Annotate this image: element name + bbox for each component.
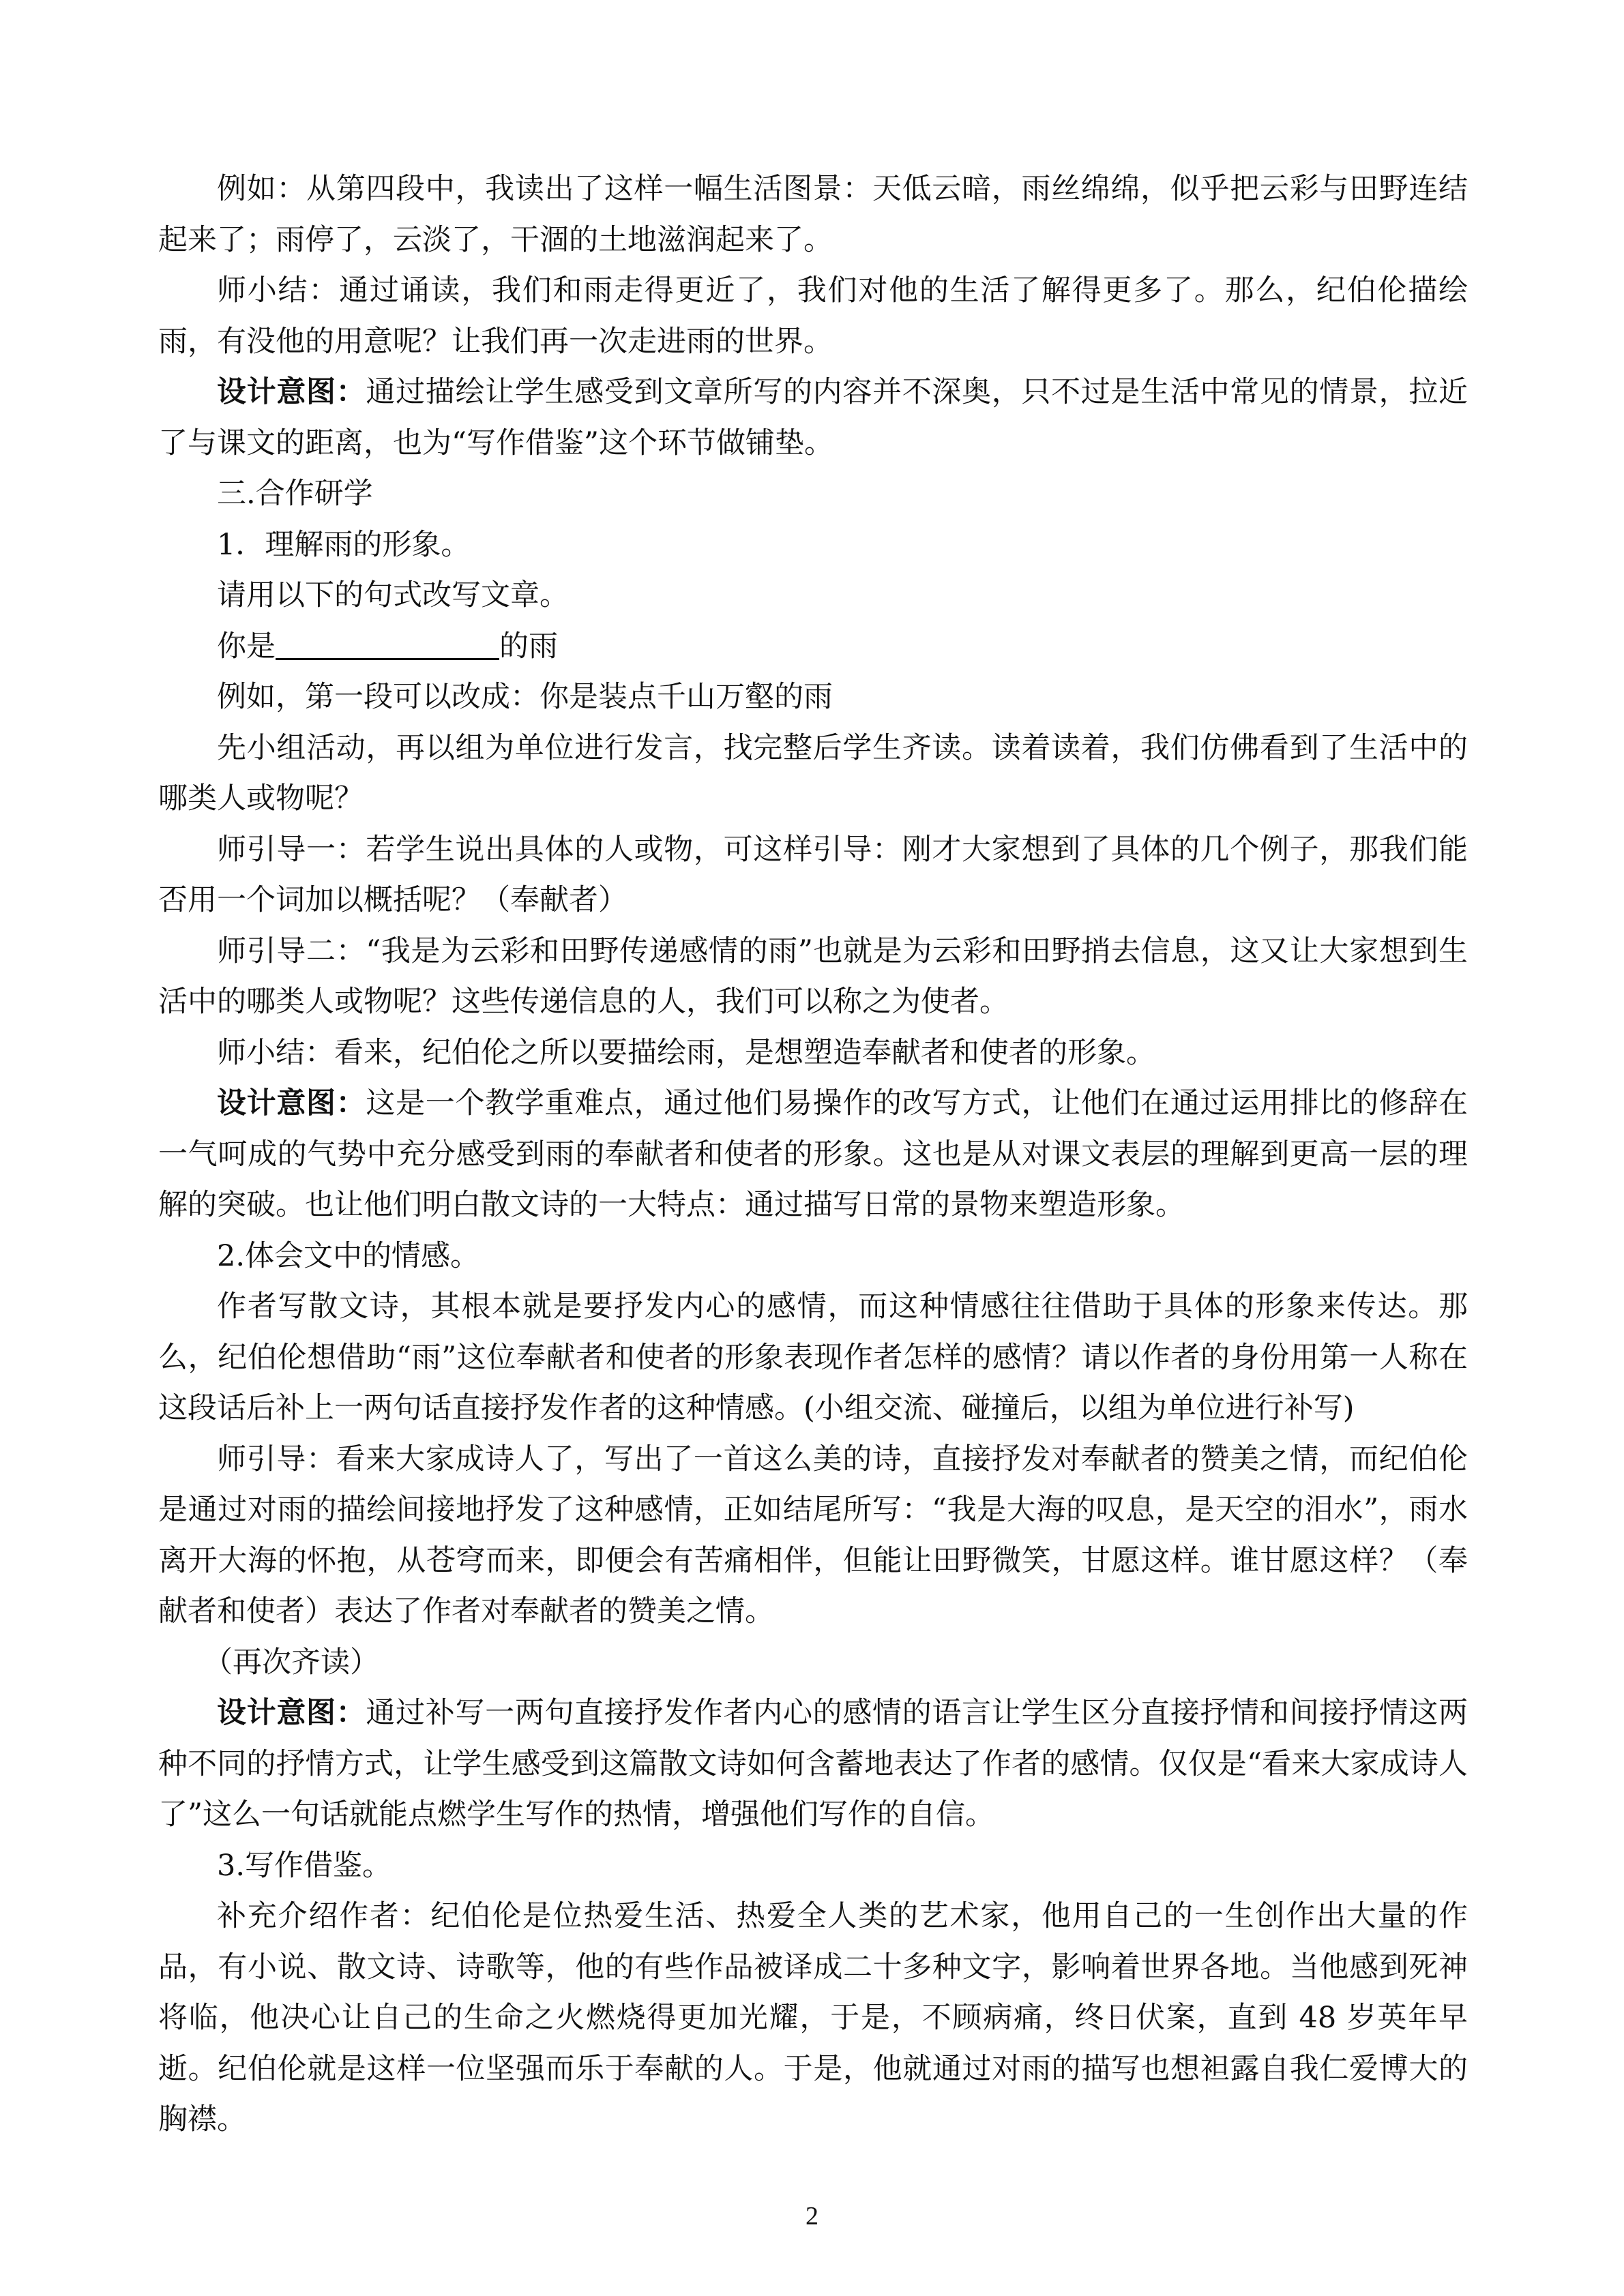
design-intent-text: 通过描绘让学生感受到文章所写的内容并不深奥，只不过是生活中常见的情景，拉近了与课文的距离，也为“写作借鉴”这个环节做铺垫。 bbox=[158, 375, 1468, 460]
design-intent-text: 通过补写一两句直接抒发作者内心的感情的语言让学生区分直接抒情和间接抒情这两种不同的抒情方式，让学生感受到这篇散文诗如何含蓄地表达了作者的感情。仅仅是“看来大家成诗人了”这么一句话就能点燃学生写作的热情，增强他们写作的自信。 bbox=[158, 1696, 1468, 1832]
section-heading-cooperative-study: 三.合作研学 bbox=[217, 477, 373, 511]
paragraph-teacher-guide-1: 师引导一：若学生说出具体的人或物，可这样引导：刚才大家想到了具体的几个例子，那我们能否用一个词加以概括呢？（奉献者） bbox=[158, 832, 1468, 917]
paragraph-author-prose-poem: 作者写散文诗，其根本就是要抒发内心的感情，而这种情感往往借助于具体的形象来传达。那么，纪伯伦想借助“雨”这位奉献者和使者的形象表现作者怎样的感情？请以作者的身份用第一人称在这段话后补上一两句话直接抒发作者的这种情感。(小组交流、碰撞后，以组为单位进行补写) bbox=[158, 1289, 1468, 1425]
fill-in-blank-line bbox=[276, 627, 499, 660]
design-intent-text: 这是一个教学重难点，通过他们易操作的改写方式，让他们在通过运用排比的修辞在一气呵成的气势中充分感受到雨的奉献者和使者的形象。这也是从对课文表层的理解到更高一层的理解的突破。也让他们明白散文诗的一大特点：通过描写日常的景物来塑造形象。 bbox=[158, 1086, 1468, 1222]
paragraph-teacher-summary-1: 师小结：通过诵读，我们和雨走得更近了，我们对他的生活了解得更多了。那么，纪伯伦描绘雨，有没他的用意呢？让我们再一次走进雨的世界。 bbox=[158, 273, 1468, 359]
template-prefix: 你是 bbox=[217, 629, 276, 664]
page-number: 2 bbox=[806, 2202, 818, 2231]
design-intent-label: 设计意图： bbox=[217, 375, 366, 409]
paragraph-author-introduction: 补充介绍作者：纪伯伦是位热爱生活、热爱全人类的艺术家，他用自己的一生创作出大量的作品，有小说、散文诗、诗歌等，他的有些作品被译成二十多种文字，影响着世界各地。当他感到死神将临，他决心让自己的生命之火燃烧得更加光耀，于是，不顾病痛，终日伏案，直到 48 岁英年早逝。纪伯伦就是这样一位坚强而乐于奉献的人。于是，他就通过对雨的描写也想袒露自我仁爱博大的胸襟。 bbox=[158, 1899, 1468, 2136]
paragraph-read-again: （再次齐读） bbox=[203, 1645, 379, 1680]
design-intent-label: 设计意图： bbox=[217, 1086, 366, 1120]
paragraph-design-intent-1 bbox=[158, 367, 1468, 468]
subheading-understand-rain-image: 1．理解雨的形象。 bbox=[217, 527, 471, 562]
document-body bbox=[158, 164, 1468, 2145]
template-suffix: 的雨 bbox=[499, 629, 558, 664]
paragraph-teacher-guide-3: 师引导：看来大家成诗人了，写出了一首这么美的诗，直接抒发对奉献者的赞美之情，而纪伯伦是通过对雨的描绘间接地抒发了这种感情，正如结尾所写：“我是大海的叹息，是天空的泪水”，雨水离开大海的怀抱，从苍穹而来，即便会有苦痛相伴，但能让田野微笑，甘愿这样。谁甘愿这样？（奉献者和使者）表达了作者对奉献者的赞美之情。 bbox=[158, 1442, 1468, 1628]
paragraph-teacher-summary-2: 师小结：看来，纪伯伦之所以要描绘雨，是想塑造奉献者和使者的形象。 bbox=[217, 1035, 1155, 1070]
paragraph-design-intent-2 bbox=[158, 1078, 1468, 1231]
paragraph-example-first-section: 例如，第一段可以改成：你是装点千山万壑的雨 bbox=[217, 680, 833, 714]
paragraph-example-fourth-section: 例如：从第四段中，我读出了这样一幅生活图景：天低云暗，雨丝绵绵，似乎把云彩与田野连结起来了；雨停了，云淡了，干涸的土地滋润起来了。 bbox=[158, 172, 1468, 257]
subheading-experience-emotion: 2.体会文中的情感。 bbox=[217, 1238, 480, 1273]
design-intent-label: 设计意图： bbox=[217, 1696, 366, 1730]
subheading-writing-reference: 3.写作借鉴。 bbox=[217, 1848, 392, 1883]
paragraph-teacher-guide-2: 师引导二：“我是为云彩和田野传递感情的雨”也就是为云彩和田野捎去信息，这又让大家想到生活中的哪类人或物呢？这些传递信息的人，我们可以称之为使者。 bbox=[158, 934, 1468, 1019]
paragraph-group-activity: 先小组活动，再以组为单位进行发言，找完整后学生齐读。读着读着，我们仿佛看到了生活中的哪类人或物呢？ bbox=[158, 730, 1468, 816]
paragraph-design-intent-3 bbox=[158, 1688, 1468, 1840]
paragraph-rewrite-instruction: 请用以下的句式改写文章。 bbox=[217, 578, 569, 612]
paragraph-fill-in-template bbox=[158, 621, 1468, 672]
